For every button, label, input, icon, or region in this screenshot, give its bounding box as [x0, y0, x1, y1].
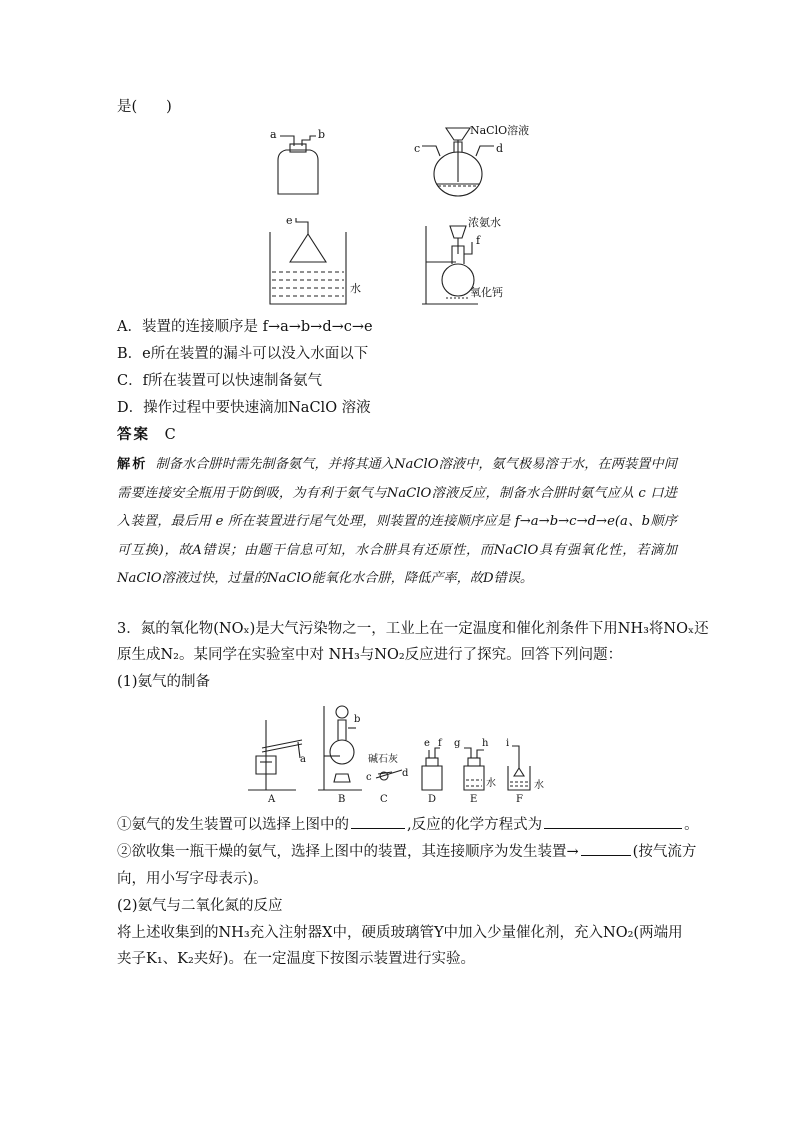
option-c: C．f所在装置可以快速制备氨气 — [117, 373, 322, 389]
fig2-label-f: f — [438, 738, 442, 749]
q3-line1: 3．氮的氧化物(NOₓ)是大气污染物之一，工业上在一定温度和催化剂条件下用NH₃将NOₓ还 — [117, 621, 709, 637]
label-e: e — [286, 214, 293, 227]
q2-text-1: ②欲收集一瓶干燥的氨气，选择上图中的装置，其连接顺序为发生装置→ — [117, 844, 579, 860]
q3-line2: 原生成N₂。某同学在实验室中对 NH₃与NO₂反应进行了探究。回答下列问题： — [117, 647, 623, 663]
q3-subheading-2: (2)氨气与二氧化氮的反应 — [117, 898, 283, 914]
q3-question-2 — [117, 841, 696, 863]
question-tail: 是( ) — [117, 99, 172, 115]
fig2-label-a: a — [300, 754, 306, 765]
label-a: a — [270, 128, 277, 141]
q1-end: 。 — [684, 817, 699, 833]
fig2-cap-e: E — [470, 794, 478, 805]
answer-line — [117, 424, 176, 446]
fig2-label-h: h — [482, 738, 489, 749]
answer-blank-1[interactable] — [351, 814, 405, 829]
label-naclo: NaClO溶液 — [470, 124, 530, 137]
q1-text-2: ,反应的化学方程式为 — [407, 817, 543, 833]
q3-paragraph-2: 夹子K₁、K₂夹好)。在一定温度下按图示装置进行实验。 — [117, 951, 475, 967]
q2-text-2: (按气流方 — [632, 844, 697, 860]
q3-paragraph-1: 将上述收集到的NH₃充入注射器X中，硬质玻璃管Y中加入少量催化剂，充入NO₂(两端用 — [117, 925, 683, 941]
explanation-text: 制备水合肼时需先制备氨气，并将其通入NaClO溶液中，氨气极易溶于水，在两装置中间需要连接安全瓶用于防倒吸，为有利于氨气与NaClO溶液反应，制备水合肼时氨气应从 c 口进入装置，最后用 e 所在装置进行尾气处理，则装置的连接顺序应是 f→a→b→c→d→e(a、b顺序可互换)，故A错误；由题干信息可知，水合肼具有还原性，而NaClO具有强氧化性，若滴加NaClO溶液过快，过量的NaClO能氧化水合肼，降低产率，故D错误。 — [117, 457, 677, 586]
fig2-cap-d: D — [428, 794, 437, 805]
answer-blank-2[interactable] — [544, 814, 682, 829]
explanation-label: 解析 — [117, 457, 148, 472]
label-cao: 氧化钙 — [470, 286, 503, 299]
q3-subheading-1: (1)氨气的制备 — [117, 674, 211, 690]
apparatus-figure-1 — [250, 122, 550, 308]
label-ammonia: 浓氨水 — [468, 216, 501, 229]
explanation — [117, 451, 677, 594]
apparatus-figure-2 — [242, 700, 562, 806]
answer-label: 答案 — [117, 426, 150, 443]
q1-text-1: ①氨气的发生装置可以选择上图中的 — [117, 817, 349, 833]
fig2-label-i: i — [506, 738, 510, 749]
fig2-water-f: 水 — [534, 780, 544, 791]
answer-blank-3[interactable] — [581, 841, 631, 856]
fig2-cap-a: A — [268, 794, 276, 805]
option-d: D．操作过程中要快速滴加NaClO 溶液 — [117, 400, 371, 416]
label-d: d — [496, 142, 504, 155]
fig2-label-b: b — [354, 714, 361, 725]
q3-question-2-cont: 向，用小写字母表示)。 — [117, 871, 268, 887]
fig2-label-d: d — [402, 768, 409, 779]
q3-question-1 — [117, 814, 699, 836]
label-c: c — [414, 142, 421, 155]
fig2-label-e: e — [424, 738, 430, 749]
fig2-cap-c: C — [380, 794, 388, 805]
fig2-soda-lime: 碱石灰 — [368, 754, 398, 765]
option-a: A．装置的连接顺序是 f→a→b→d→c→e — [117, 319, 373, 335]
fig2-cap-b: B — [338, 794, 346, 805]
fig2-water-e: 水 — [486, 778, 496, 789]
fig2-cap-f: F — [516, 794, 523, 805]
answer-value: C — [164, 427, 176, 443]
option-b: B．e所在装置的漏斗可以没入水面以下 — [117, 346, 369, 362]
fig2-label-c: c — [366, 772, 372, 783]
label-water: 水 — [350, 282, 361, 295]
label-b: b — [318, 128, 326, 141]
fig2-label-g: g — [454, 738, 461, 749]
label-f: f — [476, 234, 481, 247]
